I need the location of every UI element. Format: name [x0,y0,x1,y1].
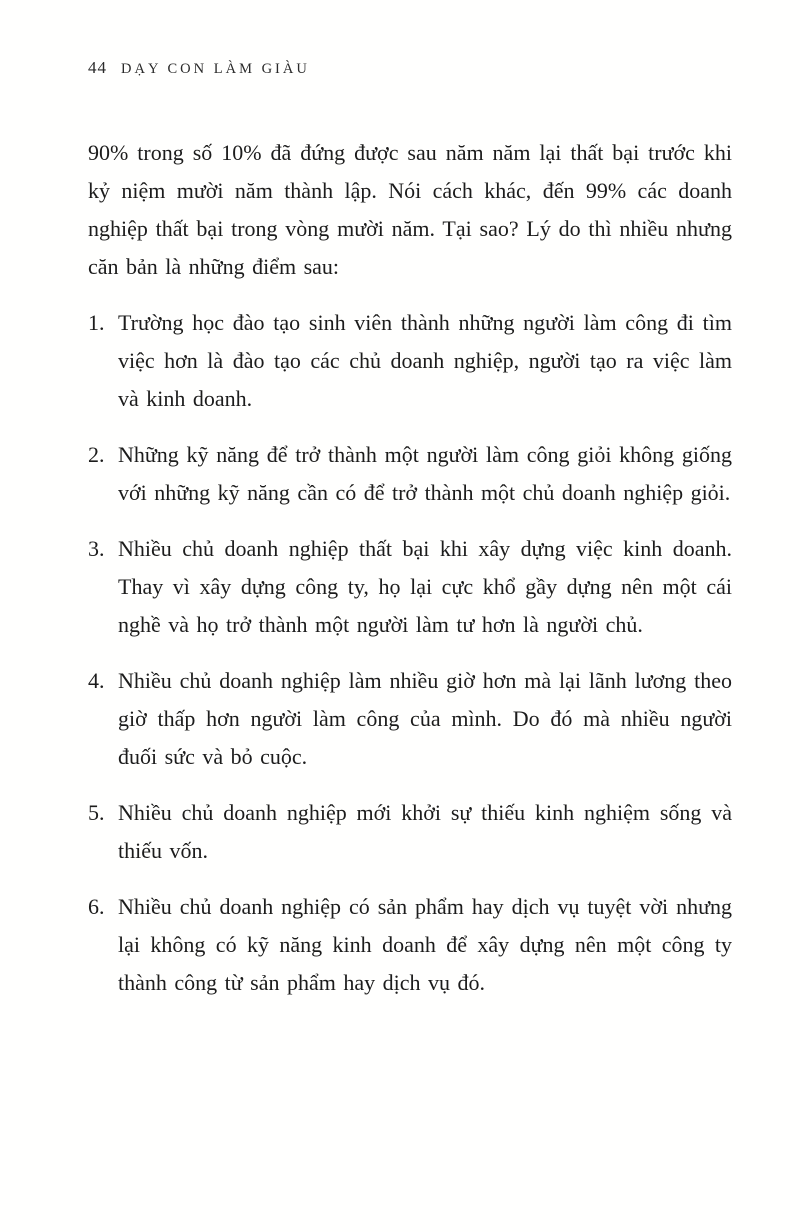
list-item-text: Trường học đào tạo sinh viên thành những người làm công đi tìm việc hơn là đào tạo các chủ doanh nghiệp, người tạo ra việc làm và kinh doanh. [118,310,732,411]
list-item-number: 4. [88,668,105,693]
list-item-number: 5. [88,800,105,825]
list-item-number: 3. [88,536,105,561]
list-item [88,304,732,418]
page-number: 44 [88,58,107,77]
list-item-text: Nhiều chủ doanh nghiệp thất bại khi xây dựng việc kinh doanh. Thay vì xây dựng công ty, họ lại cực khổ gầy dựng nên một cái nghề và họ trở thành một người làm tư hơn là người chủ. [118,536,732,637]
list-item [88,794,732,870]
list-item [88,436,732,512]
list-item-number: 1. [88,310,105,335]
intro-paragraph: 90% trong số 10% đã đứng được sau năm năm lại thất bại trước khi kỷ niệm mười năm thành lập. Nói cách khác, đến 99% các doanh nghiệp thất bại trong vòng mười năm. Tại sao? Lý do thì nhiều nhưng căn bản là những điểm sau: [88,140,732,279]
list-item [88,888,732,1002]
running-header [88,58,730,78]
page-content [88,134,732,1002]
list-item-text: Nhiều chủ doanh nghiệp mới khởi sự thiếu kinh nghiệm sống và thiếu vốn. [118,800,732,863]
list-item-text: Nhiều chủ doanh nghiệp có sản phẩm hay dịch vụ tuyệt vời nhưng lại không có kỹ năng kinh doanh để xây dựng nên một công ty thành công từ sản phẩm hay dịch vụ đó. [118,894,732,995]
numbered-list [88,304,732,1002]
list-item [88,530,732,644]
list-item-text: Những kỹ năng để trở thành một người làm công giỏi không giống với những kỹ năng cần có để trở thành một chủ doanh nghiệp giỏi. [118,442,732,505]
list-item-text: Nhiều chủ doanh nghiệp làm nhiều giờ hơn mà lại lãnh lương theo giờ thấp hơn người làm công của mình. Do đó mà nhiều người đuối sức và bỏ cuộc. [118,668,732,769]
list-item [88,662,732,776]
list-item-number: 6. [88,894,105,919]
book-title: DẠY CON LÀM GIÀU [121,61,310,77]
list-item-number: 2. [88,442,105,467]
